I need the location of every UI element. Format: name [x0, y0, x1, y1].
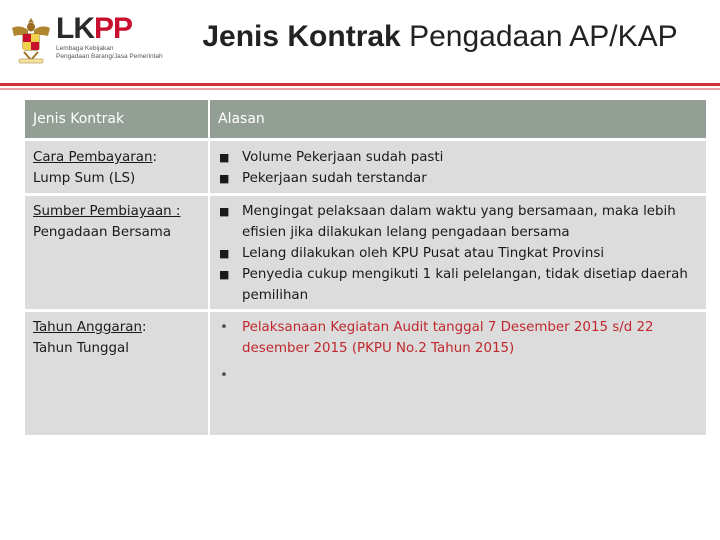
garuda-emblem-icon	[10, 14, 52, 64]
row-label: Tahun Anggaran	[33, 320, 142, 335]
list-item: ■ Mengingat pelaksaan dalam waktu yang bersamaan, maka lebih efisien jika dilakukan lelang pengadaan bersama	[218, 201, 698, 243]
lkpp-wordmark: LKPP	[56, 12, 133, 45]
reason-list	[218, 147, 698, 189]
reason-list	[218, 201, 698, 306]
list-item: • Pelaksanaan Kegiatan Audit tanggal 7 Desember 2015 s/d 22 desember 2015 (PKPU No.2 Tahun 2015)	[218, 317, 698, 359]
list-item: ■ Penyedia cukup mengikuti 1 kali pelelangan, tidak disetiap daerah pemilihan	[218, 264, 698, 306]
reason-cell	[210, 193, 706, 309]
header-divider	[0, 83, 720, 86]
square-bullet-icon: ■	[219, 205, 230, 218]
slide-header	[0, 0, 720, 92]
row-value: Pengadaan Bersama	[33, 225, 172, 240]
logo-subtitle: Lembaga Kebijakan Pengadaan Barang/Jasa Pemerintah	[56, 45, 163, 60]
row-value: Lump Sum (LS)	[33, 171, 136, 186]
round-bullet-icon: •	[220, 320, 228, 335]
contract-type-cell: Tahun Anggaran: Tahun Tunggal	[25, 309, 210, 435]
table-row	[25, 309, 706, 435]
contract-type-cell: Cara Pembayaran: Lump Sum (LS)	[25, 138, 210, 193]
table-header-row	[25, 100, 706, 138]
contract-type-cell	[25, 193, 210, 309]
list-item	[218, 365, 698, 386]
square-bullet-icon: ■	[219, 268, 230, 281]
table-row	[25, 193, 706, 309]
table-row	[25, 138, 706, 193]
column-header-alasan: Alasan	[210, 100, 706, 138]
page-title: Jenis Kontrak Pengadaan AP/KAP	[202, 20, 678, 53]
lkpp-logo	[10, 12, 175, 70]
square-bullet-icon: ■	[219, 172, 230, 185]
row-label: Cara Pembayaran	[33, 150, 153, 165]
round-bullet-icon: •	[220, 368, 228, 383]
reason-list	[218, 317, 698, 386]
square-bullet-icon: ■	[219, 151, 230, 164]
list-item: ■ Lelang dilakukan oleh KPU Pusat atau Tingkat Provinsi	[218, 243, 698, 264]
reason-cell	[210, 138, 706, 193]
list-item: ■ Pekerjaan sudah terstandar	[218, 168, 698, 189]
header-divider-light	[0, 88, 720, 90]
row-label: Sumber Pembiayaan :	[33, 204, 181, 219]
list-item: ■ Volume Pekerjaan sudah pasti	[218, 147, 698, 168]
reason-cell	[210, 309, 706, 435]
row-value: Tahun Tunggal	[33, 341, 129, 356]
square-bullet-icon: ■	[219, 247, 230, 260]
column-header-jenis-kontrak: Jenis Kontrak	[25, 100, 210, 138]
contract-table	[25, 100, 706, 435]
